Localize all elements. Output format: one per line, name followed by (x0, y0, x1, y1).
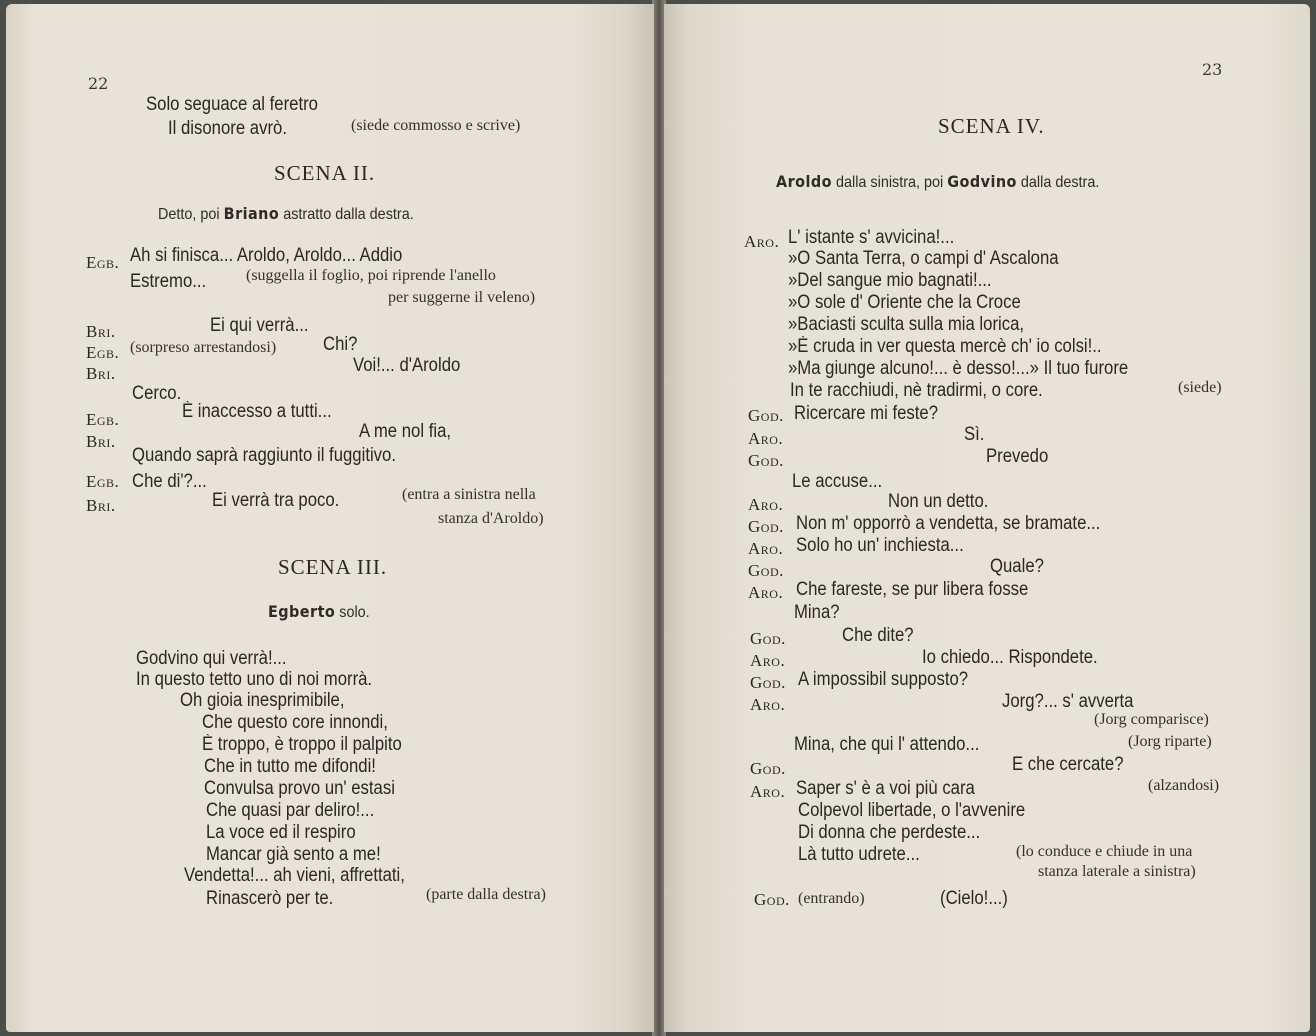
verse-line: Di donna che perdeste... (798, 822, 981, 843)
stage-direction: (parte dalla destra) (426, 886, 546, 903)
verse-line: Che quasi par deliro!... (206, 800, 375, 821)
verse-line: Che in tutto me difondi! (204, 756, 376, 777)
cast-line (268, 602, 370, 622)
cast-text: astratto dalla destra. (283, 206, 414, 223)
cast-text: solo. (339, 604, 370, 621)
verse-line: Il disonore avrò. (168, 118, 287, 139)
verse-line: Mancar già sento a me! (206, 844, 381, 865)
verse-line: »Del sangue mio bagnati!... (788, 270, 992, 291)
stage-direction: (siede commosso e scrive) (351, 117, 521, 134)
scene-heading: SCENA III. (278, 555, 388, 579)
speaker-label: Egb. (86, 253, 120, 272)
verse-line: In te racchiudi, nè tradirmi, o core. (790, 380, 1043, 401)
stage-direction: stanza d'Aroldo) (438, 510, 544, 527)
verse-line: Quando saprà raggiunto il fuggitivo. (132, 445, 396, 466)
verse-line: Ricercare mi feste? (794, 403, 939, 424)
speaker-label: Bri. (86, 364, 116, 383)
stage-direction: (entra a sinistra nella (402, 486, 536, 503)
speaker-label: Aro. (748, 495, 784, 514)
verse-line: Sì. (964, 424, 985, 445)
speaker-label: Bri. (86, 496, 116, 515)
verse-line: »Ma giunge alcuno!... è desso!...» Il tuo furore (788, 358, 1129, 379)
speaker-label: God. (748, 406, 784, 425)
verse-line: Quale? (990, 556, 1044, 577)
character-name: Briano (223, 204, 280, 223)
character-name: Egberto (268, 602, 336, 621)
verse-line: Colpevol libertade, o l'avvenire (798, 800, 1026, 821)
verse-line: Che di'?... (132, 471, 207, 492)
verse-line: Prevedo (986, 446, 1049, 467)
speaker-label: God. (748, 561, 784, 580)
scene-heading: SCENA II. (274, 161, 376, 185)
verse-line: Jorg?... s' avverta (1002, 691, 1134, 712)
speaker-label: Egb. (86, 472, 120, 491)
stage-direction: (entrando) (798, 890, 865, 907)
cast-text: dalla destra. (1020, 174, 1100, 191)
speaker-label: Egb. (86, 410, 120, 429)
verse-line: Là tutto udrete... (798, 844, 920, 865)
speaker-label: Aro. (750, 782, 786, 801)
verse-line: Godvino qui verrà!... (136, 648, 287, 669)
verse-line: Mina? (794, 602, 840, 623)
stage-direction: (sorpreso arrestandosi) (130, 339, 277, 356)
stage-direction: per suggerne il veleno) (388, 289, 536, 306)
verse-line: Io chiedo... Rispondete. (922, 647, 1098, 668)
verse-line: È inaccesso a tutti... (182, 401, 332, 422)
verse-line: »O Santa Terra, o campi d' Ascalona (788, 248, 1059, 269)
verse-line: Ah si finisca... Aroldo, Aroldo... Addio (130, 245, 403, 266)
stage-direction: (lo conduce e chiude in una (1016, 843, 1193, 860)
speaker-label: Bri. (86, 322, 116, 341)
speaker-label: God. (748, 517, 784, 536)
verse-line: Le accuse... (792, 471, 883, 492)
right-page (664, 4, 1310, 1032)
verse-line: Che fareste, se pur libera fosse (796, 579, 1029, 600)
speaker-label: Egb. (86, 343, 120, 362)
verse-line: Saper s' è a voi più cara (796, 778, 975, 799)
stage-direction: (Jorg riparte) (1128, 733, 1212, 750)
cast-line (158, 204, 414, 224)
verse-line: Solo seguace al feretro (146, 94, 318, 115)
verse-line: (Cielo!...) (940, 888, 1008, 909)
verse-line: Convulsa provo un' estasi (204, 778, 395, 799)
page-number: 23 (1202, 60, 1223, 79)
cast-text: dalla sinistra, poi (835, 174, 944, 191)
verse-line: Cerco. (132, 383, 182, 404)
verse-line: Che dite? (842, 625, 914, 646)
speaker-label: Aro. (748, 539, 784, 558)
speaker-label: Aro. (748, 429, 784, 448)
scene-heading: SCENA IV. (938, 114, 1045, 138)
verse-line: A impossibil supposto? (798, 669, 969, 690)
verse-line: »È cruda in ver questa mercè ch' io colsi!.. (788, 336, 1102, 357)
verse-line: Chi? (323, 334, 358, 355)
verse-line: Mina, che qui l' attendo... (794, 734, 980, 755)
verse-line: E che cercate? (1012, 754, 1124, 775)
speaker-label: Aro. (744, 232, 780, 251)
speaker-label: God. (754, 890, 790, 909)
verse-line: Che questo core innondi, (202, 712, 388, 733)
stage-direction: (alzandosi) (1148, 777, 1220, 794)
verse-line: Non m' opporrò a vendetta, se bramate... (796, 513, 1101, 534)
verse-line: Ei qui verrà... (210, 315, 309, 336)
speaker-label: God. (750, 673, 786, 692)
verse-line: Ei verrà tra poco. (212, 490, 340, 511)
cast-text: Detto, poi (158, 206, 220, 223)
verse-line: Vendetta!... ah vieni, affrettati, (184, 865, 405, 886)
stage-direction: (siede) (1178, 379, 1222, 396)
verse-line: In questo tetto uno di noi morrà. (136, 669, 373, 690)
verse-line: Oh gioia inesprimibile, (180, 690, 345, 711)
verse-line: »O sole d' Oriente che la Croce (788, 292, 1021, 313)
speaker-label: Aro. (748, 583, 784, 602)
verse-line: A me nol fia, (359, 421, 452, 442)
verse-line: Estremo... (130, 271, 207, 292)
verse-line: »Baciasti sculta sulla mia lorica, (788, 314, 1025, 335)
speaker-label: Aro. (750, 695, 786, 714)
verse-line: Rinascerò per te. (206, 888, 334, 909)
stage-direction: (suggella il foglio, poi riprende l'anello (246, 267, 496, 284)
character-name: Aroldo (776, 172, 832, 191)
speaker-label: Bri. (86, 432, 116, 451)
verse-line: La voce ed il respiro (206, 822, 356, 843)
left-page (6, 4, 654, 1032)
verse-line: Voi!... d'Aroldo (353, 355, 461, 376)
stage-direction: stanza laterale a sinistra) (1038, 863, 1196, 880)
speaker-label: God. (750, 629, 786, 648)
character-name: Godvino (947, 172, 1017, 191)
verse-line: Solo ho un' inchiesta... (796, 535, 964, 556)
cast-line (776, 172, 1099, 192)
verse-line: Non un detto. (888, 491, 989, 512)
stage-direction: (Jorg comparisce) (1094, 711, 1209, 728)
speaker-label: God. (750, 759, 786, 778)
verse-line: È troppo, è troppo il palpito (202, 734, 402, 755)
speaker-label: Aro. (750, 651, 786, 670)
speaker-label: God. (748, 451, 784, 470)
page-number: 22 (88, 74, 109, 93)
verse-line: L' istante s' avvicina!... (788, 227, 955, 248)
